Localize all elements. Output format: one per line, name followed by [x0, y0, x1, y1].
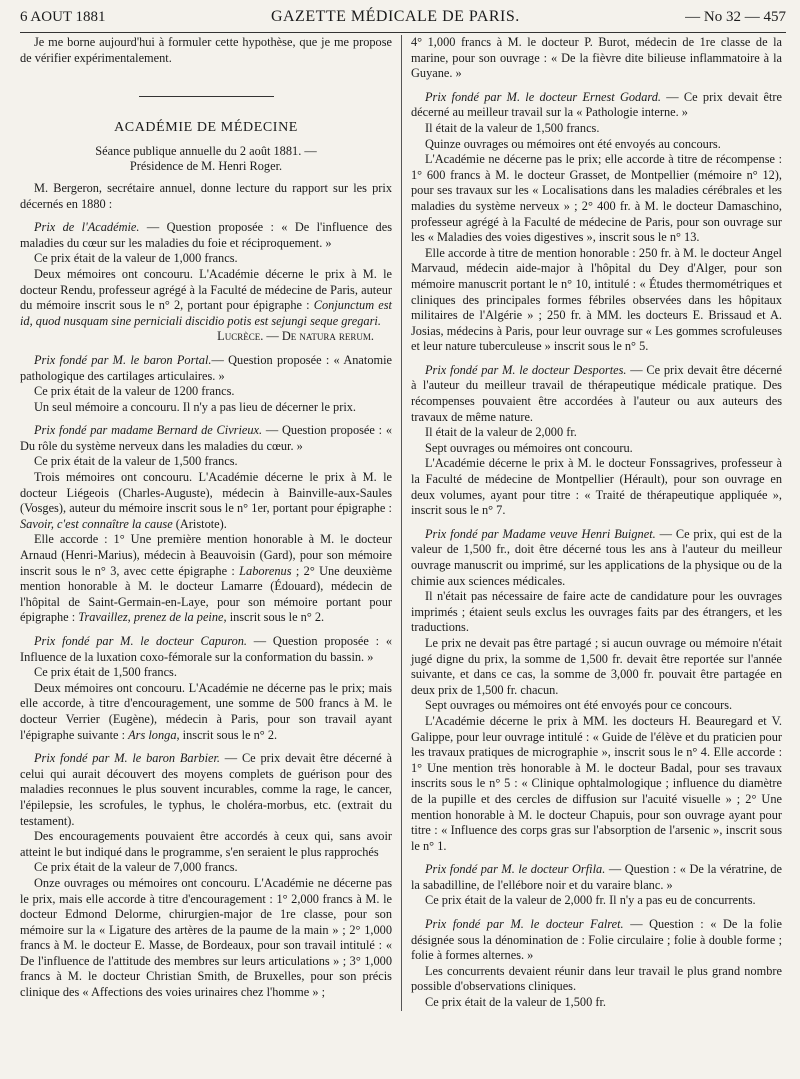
prize-title: Prix fondé par M. le docteur Falret.	[425, 917, 624, 932]
prize-paragraph: Prix fondé par M. le docteur Capuron. — Question proposée : « Influence de la luxation coxo-fémorale sur la conformation du bassin. »	[20, 634, 392, 664]
prize-paragraph: Prix fondé par M. le docteur Ernest Godard. — Ce prix devait être décerné au meilleur travail sur la « Pathologie interne. »	[411, 89, 782, 120]
prize-title: Prix fondé par M. le docteur Capuron.	[34, 634, 248, 648]
paragraph: Sept ouvrages ou mémoires ont été envoyés pour ce concours.	[425, 698, 733, 713]
prize-title: Prix fondé par M. le baron Barbier.	[34, 751, 221, 766]
paragraph: Ce prix était de la valeur de 1200 francs.	[34, 384, 235, 399]
session-line: Séance publique annuelle du 2 août 1881. —	[95, 143, 317, 158]
paragraph: Deux mémoires ont concouru. L'Académie décerne le prix à M. le docteur Rendu, professeur agrégé à la Faculté de médecine de Paris, auteur du mémoire inscrit sous le n° 2, portant pour épigraphe : Conjunctum est id, quod nusquam sine perniciali discidio potis est sejungi seque gregari.	[20, 266, 392, 328]
paragraph: Ce prix était de 1,500 francs.	[34, 665, 177, 680]
paragraph: 4° 1,000 francs à M. le docteur P. Burot, médecin de 1re classe de la marine, pour son ouvrage : « De la fièvre dite bilieuse inflammatoire à la Guyane. »	[411, 35, 782, 81]
prize-paragraph: Prix de l'Académie. — Question proposée : « De l'influence des maladies du cœur sur les maladies du foie et réciproquement. »	[20, 220, 392, 250]
paragraph: Ce prix était de la valeur de 1,500 fr.	[425, 995, 606, 1010]
paragraph: Les concurrents devaient réunir dans leur travail le plus grand nombre possible d'observations cliniques.	[411, 963, 782, 994]
paragraph: Il était de la valeur de 1,500 francs.	[425, 120, 600, 135]
presidence-line: Présidence de M. Henri Roger.	[129, 159, 283, 174]
paragraph: Elle accorde : 1° Une première mention honorable à M. le docteur Arnaud (Henri-Marius), médecin à Beauvoisin (Gard), pour son mémoire inscrit sous le n° 3, avec cette épigraphe : Laborenus ; 2° Une deuxième mention honorable à M. le docteur Lamarre (Édouard), médecin de l'hôpital de Saint-Germain-en-Laye, pour son mémoire portant pour épigraphe : Travaillez, prenez de la peine, inscrit sous le n° 2.	[20, 532, 392, 625]
prize-paragraph: Prix fondé par Madame veuve Henri Buignet. — Ce prix, qui est de la valeur de 1,500 fr., doit être décerné tous les ans à l'auteur du meilleur ouvrage manuscrit ou imprimé, sur les applications de la physique ou de la chimie aux sciences médicales.	[411, 526, 783, 588]
prize-title: Prix fondé par M. le docteur Desportes.	[425, 362, 627, 377]
citation: Lucrèce. — De natura rerum.	[217, 329, 374, 344]
left-column	[20, 35, 401, 1011]
paragraph: Quinze ouvrages ou mémoires ont été envoyés au concours.	[425, 136, 721, 151]
header-date: 6 AOUT 1881	[20, 9, 106, 25]
paragraph: Sept ouvrages ou mémoires ont concouru.	[425, 440, 633, 455]
paragraph: Ce prix était de la valeur de 2,000 fr. Il n'y a pas eu de concurrents.	[425, 893, 756, 908]
paragraph: L'Académie décerne le prix à MM. les docteurs H. Beauregard et V. Galippe, pour leur ouvrage intitulé : « Guide de l'élève et du praticien pour les travaux pratiques de micrographie », inscrit sous le n° 4. Elle accorde : 1° Une mention très honorable à M. le docteur Badal, pour ses travaux inscrits sous le n° 5 : « Clinique ophtalmologique ; influence du diamètre de la pupille et des cercles de diffusion sur l'acuité visuelle » ; 2° Une mention honorable à M. le docteur Chapuis, pour son ouvrage ayant pour titre : « Influence des corps gras sur l'absorption de l'arsenic », inscrit sous le n° 1.	[411, 713, 782, 853]
prize-title: Prix de l'Académie.	[34, 220, 140, 235]
prize-paragraph: Prix fondé par M. le baron Portal.— Question proposée : « Anatomie pathologique des cartilages articulaires. »	[20, 352, 393, 383]
prize-title: Prix fondé par M. le docteur Ernest Godard.	[425, 89, 662, 104]
paragraph: Onze ouvrages ou mémoires ont concouru. L'Académie ne décerne pas le prix, mais elle accorde à titre d'encouragement : 1° 2,000 francs à M. le docteur Edmond Delorme, chirurgien-major de 1re classe, pour son mémoire sur la « Ligature des artères de la paume de la main » ; 2° 1,000 francs à M. le docteur E. Masse, de Bordeaux, pour son travail intitulé : « De l'influence de l'attitude des membres sur leurs articulations » ; 3° 1,000 francs à M. le docteur Christian Smith, de Bruxelles, pour son précis clinique des « Affections des voies urinaires chez l'homme » ;	[20, 875, 392, 1000]
paragraph: M. Bergeron, secrétaire annuel, donne lecture du rapport sur les prix décernés en 1880 :	[20, 180, 392, 211]
paragraph: Deux mémoires ont concouru. L'Académie ne décerne pas le prix; mais elle accorde, à titre d'encouragement, une somme de 500 francs à M. le docteur Verrier (Eugène), médecin à Paris, pour son travail ayant l'épigraphe suivante : Ars longa, inscrit sous le n° 2.	[20, 680, 392, 742]
section-divider	[139, 96, 274, 97]
prize-paragraph: Prix fondé par M. le docteur Desportes. — Ce prix devait être décerné à l'auteur du meilleur travail de thérapeutique médicale pratique. Des récompenses pouvaient être accordées à l'auteur ou aux auteurs des travaux de même nature.	[411, 362, 783, 424]
paragraph: L'Académie décerne le prix à M. le docteur Fonssagrives, professeur à la Faculté de médecine de Montpellier (Hérault), pour son ouvrage en deux volumes, ayant pour titre : « Traité de thérapeutique appliquée », inscrit sous le n° 7.	[411, 456, 782, 518]
prize-title: Prix fondé par M. le docteur Orfila.	[425, 862, 606, 877]
paragraph: Elle accorde à titre de mention honorable : 250 fr. à M. le docteur Angel Marvaud, médecin aide-major à l'hôpital du Dey d'Alger, pour son mémoire manuscrit portant le n° 10, intitulé : « Études thermométriques et cliniques des principales formes fébriles observées dans les hôpitaux militaires de l'Algérie » ; 250 fr. à MM. les docteurs E. Brissaud et A. Josias, médecins à Paris, pour leur ouvrage sur « Les gommes scrofuleuses et leur nature tuberculeuse » inscrit sous le n° 5.	[411, 245, 782, 354]
prize-title: Prix fondé par madame Bernard de Civrieux.	[34, 423, 263, 438]
paragraph: Il n'était pas nécessaire de faire acte de candidature pour les ouvrages imprimés ; étaient seuls exclus les ouvrages faits par des étrangers, et les traductions.	[411, 589, 782, 635]
paragraph: Je me borne aujourd'hui à formuler cette hypothèse, que je me propose de vérifier expérimentalement.	[20, 35, 392, 65]
prize-paragraph: Prix fondé par madame Bernard de Civrieux. — Question proposée : « Du rôle du système nerveux dans les maladies du cœur. »	[20, 423, 392, 453]
header-issue: — No 32 — 457	[685, 9, 786, 25]
paragraph: Ce prix était de la valeur de 1,500 francs.	[34, 454, 238, 469]
section-title: ACADÉMIE DE MÉDECINE	[114, 120, 298, 136]
paragraph: Ce prix était de la valeur de 1,000 francs.	[34, 251, 238, 266]
prize-title: Prix fondé par M. le baron Portal.	[34, 352, 212, 367]
page-header	[20, 8, 786, 33]
paragraph: Un seul mémoire a concouru. Il n'y a pas lieu de décerner le prix.	[34, 399, 357, 414]
paragraph: Il était de la valeur de 2,000 fr.	[425, 425, 577, 440]
header-title: GAZETTE MÉDICALE DE PARIS.	[270, 8, 520, 25]
paragraph: Le prix ne devait pas être partagé ; si aucun ouvrage ou mémoire n'était jugé digne du prix, la somme de 1,500 fr. devait être reportée sur l'année suivante, et dans ce cas, la somme de 3,000 fr. pouvait être partagée en deux prix de 1,500 fr. chacun.	[411, 635, 782, 697]
right-column	[401, 35, 782, 1011]
prize-paragraph: Prix fondé par M. le docteur Orfila. — Question : « De la vératrine, de la sabadilline, de l'ellébore noir et du varaire blanc. »	[411, 862, 782, 892]
prize-paragraph: Prix fondé par M. le baron Barbier. — Ce prix devait être décerné à celui qui aurait découvert des moyens complets de guérison pour des maladies reconnues le plus souvent incurables, comme la rage, le cancer, l'épilepsie, les scrofules, le typhus, le choléra-morbus, etc. (extrait du testament).	[20, 751, 393, 828]
prize-title: Prix fondé par Madame veuve Henri Buignet.	[425, 526, 656, 541]
paragraph: Des encouragements pouvaient être accordés à ceux qui, sans avoir atteint le but indiqué dans le programme, s'en seraient le plus rapprochés	[20, 829, 392, 859]
paragraph: Trois mémoires ont concouru. L'Académie décerne le prix à M. le docteur Liégeois (Charles-Auguste), médecin à Bainville-aux-Saules (Vosges), auteur du mémoire inscrit sous le n° 1er, portant pour épigraphe : Savoir, c'est connaître la cause (Aristote).	[20, 470, 392, 531]
paragraph: Ce prix était de la valeur de 7,000 francs.	[34, 860, 238, 875]
paragraph: L'Académie ne décerne pas le prix; elle accorde à titre de récompense : 1° 600 francs à M. le docteur Grasset, de Montpellier (mémoire n° 12), pour ses travaux sur les « Localisations dans les maladies cérébrales et les maladies du système nerveux » ; 2° 400 fr. à M. le docteur Damaschino, professeur agrégé à la Faculté de médecine de Paris, pour son ouvrage sur les « Maladies des voies digestives », inscrit sous le n° 13.	[411, 152, 782, 245]
columns	[20, 35, 786, 1011]
prize-paragraph: Prix fondé par M. le docteur Falret. — Question : « De la folie désignée sous la dénomination de : Folie circulaire ; folie à double forme ; folie à formes alternes. »	[411, 917, 782, 963]
